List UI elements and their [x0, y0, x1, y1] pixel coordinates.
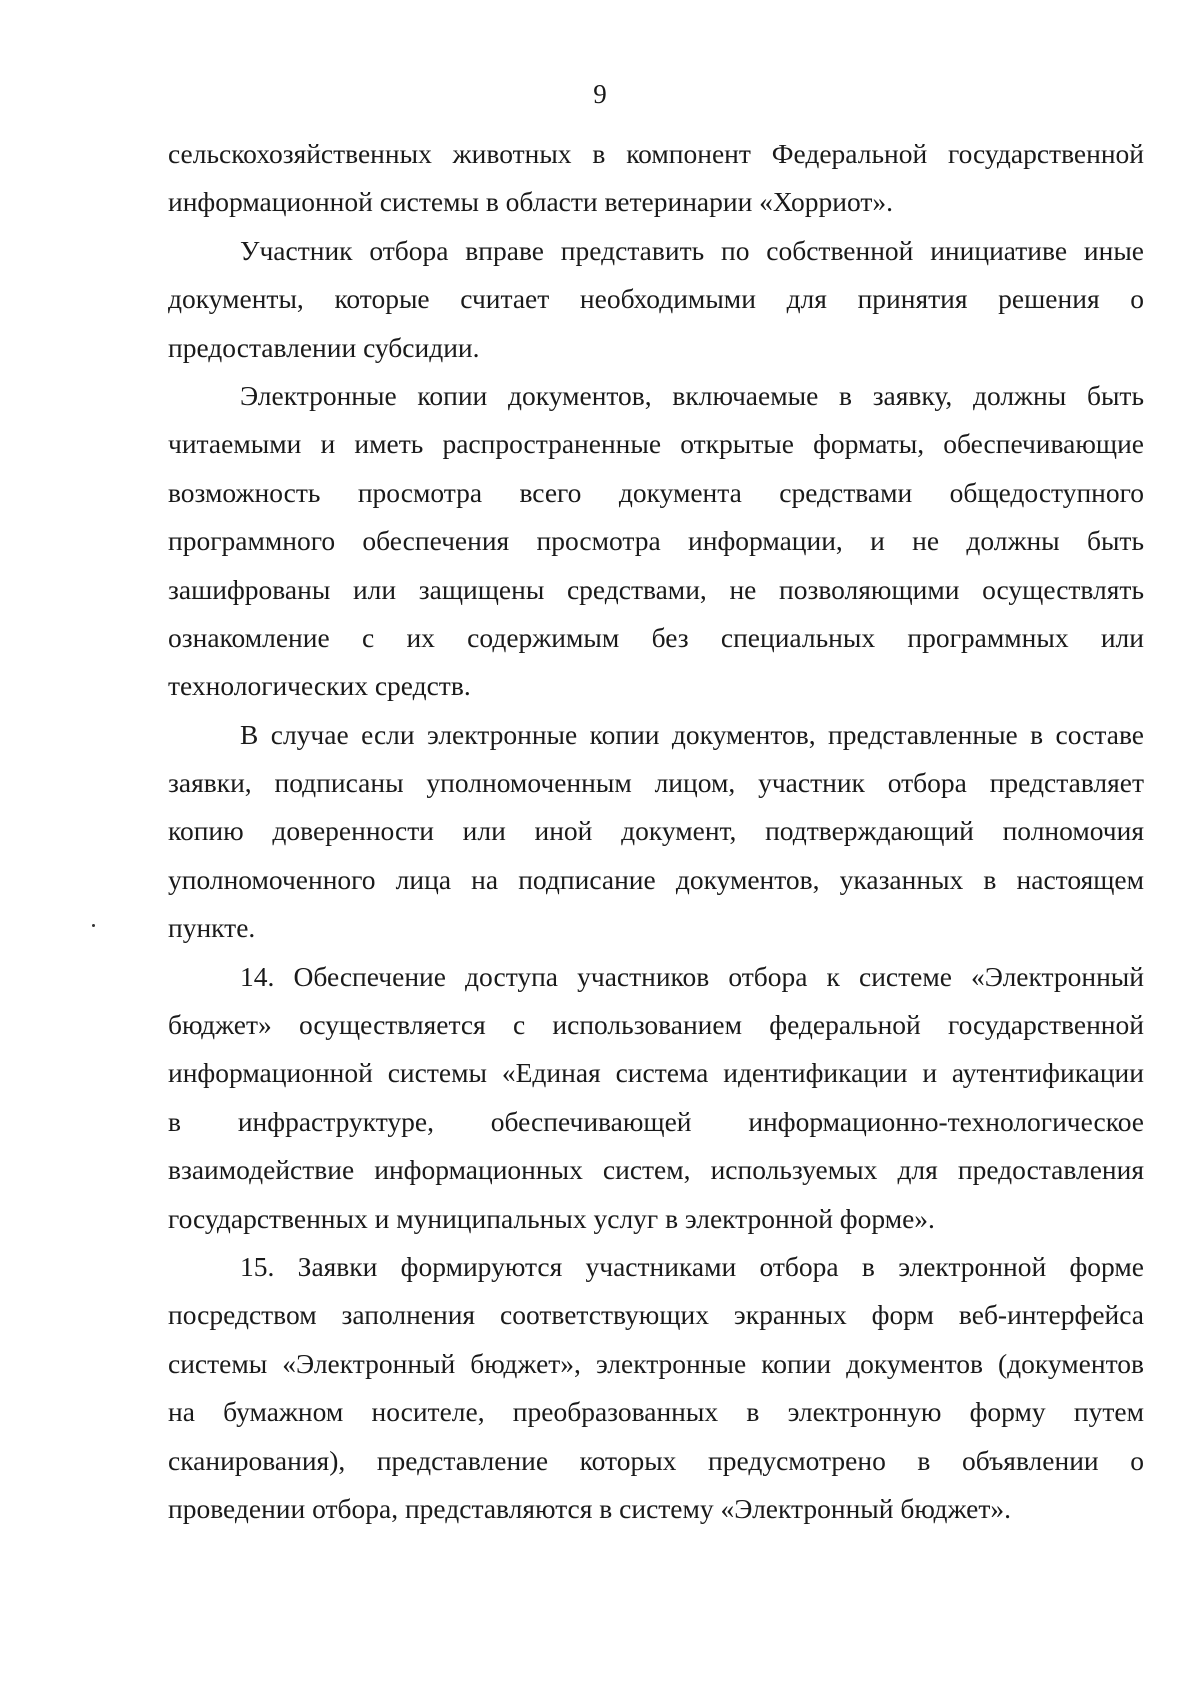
text-line: 14. Обеспечение доступа участников отбора к системе «Электронный	[240, 960, 1144, 992]
text-line: на бумажном носителе, преобразованных в электронную форму путем	[168, 1396, 1144, 1428]
text-line: читаемыми и иметь распространенные открытые форматы, обеспечивающие	[168, 428, 1144, 460]
text-line: информационной системы в области ветеринарии «Хорриот».	[168, 186, 894, 218]
paragraph	[168, 953, 1144, 1243]
text-line: сканирования), представление которых предусмотрено в объявлении о	[168, 1444, 1144, 1476]
text-line: Электронные копии документов, включаемые в заявку, должны быть	[240, 379, 1144, 411]
text-line: посредством заполнения соответствующих экранных форм веб-интерфейса	[168, 1299, 1144, 1331]
text-line: бюджет» осуществляется с использованием федеральной государственной	[168, 1009, 1144, 1041]
text-line: копию доверенности или иной документ, подтверждающий полномочия	[168, 815, 1144, 847]
text-line: документы, которые считает необходимыми для принятия решения о	[168, 283, 1144, 315]
text-line: системы «Электронный бюджет», электронные копии документов (документов	[168, 1347, 1144, 1379]
text-line: предоставлении субсидии.	[168, 331, 480, 363]
paragraph	[168, 1243, 1144, 1533]
paragraph	[168, 227, 1144, 372]
text-line: Участник отбора вправе представить по собственной инициативе иные	[240, 234, 1144, 266]
text-line: проведении отбора, представляются в систему «Электронный бюджет».	[168, 1492, 1011, 1524]
text-line: сельскохозяйственных животных в компонент Федеральной государственной	[168, 138, 1144, 169]
paragraph	[168, 372, 1144, 711]
text-line: заявки, подписаны уполномоченным лицом, участник отбора представляет	[168, 767, 1144, 799]
text-line: в инфраструктуре, обеспечивающей информационно-технологическое	[168, 1105, 1144, 1137]
text-line: ознакомление с их содержимым без специальных программных или	[168, 621, 1144, 653]
text-line: пункте.	[168, 912, 256, 944]
document-body	[168, 130, 1144, 1533]
text-line: 15. Заявки формируются участниками отбора в электронной форме	[240, 1250, 1144, 1282]
text-line: В случае если электронные копии документов, представленные в составе	[240, 718, 1144, 750]
paragraph	[168, 711, 1144, 953]
page-number: 9	[593, 79, 607, 109]
text-line: уполномоченного лица на подписание документов, указанных в настоящем	[168, 863, 1144, 895]
text-line: информационной системы «Единая система идентификации и аутентификации	[168, 1057, 1144, 1089]
text-line: зашифрованы или защищены средствами, не позволяющими осуществлять	[168, 573, 1144, 605]
scan-speck	[92, 924, 95, 927]
text-line: возможность просмотра всего документа средствами общедоступного	[168, 476, 1144, 508]
text-line: государственных и муниципальных услуг в электронной форме».	[168, 1202, 935, 1234]
text-line: программного обеспечения просмотра информации, и не должны быть	[168, 525, 1144, 557]
text-line: взаимодействие информационных систем, используемых для предоставления	[168, 1154, 1144, 1186]
paragraph	[168, 130, 1144, 227]
text-line: технологических средств.	[168, 670, 471, 702]
